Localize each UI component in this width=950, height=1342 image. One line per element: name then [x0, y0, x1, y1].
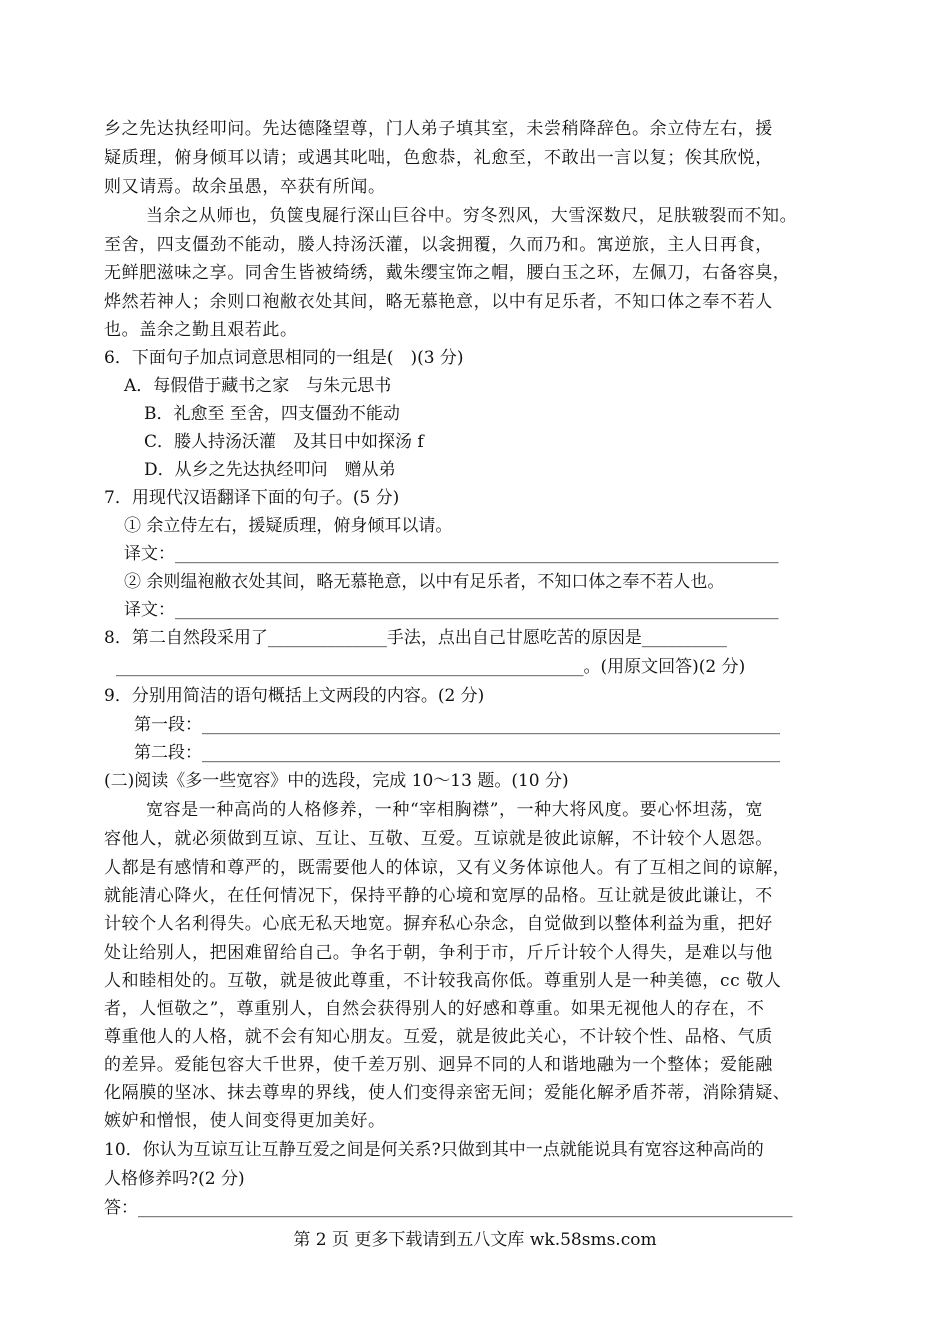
- question-6-option-a: A．每假借于藏书之家 与朱元思书: [124, 376, 392, 396]
- question-8-line-2[interactable]: _______________________________________________________。(用原文回答)(2 分): [116, 657, 746, 677]
- section2-line-5: 计较个人名利得失。心底无私天地宽。摒弃私心杂念，自觉做到以整体利益为重，把好: [104, 914, 773, 934]
- question-9-stem: 9．分别用简洁的语句概括上文两段的内容。(2 分): [104, 686, 485, 706]
- question-10-line-1: 10．你认为互谅互让互静互爱之间是何关系?只做到其中一点就能说具有宽容这种高尚的: [104, 1140, 764, 1160]
- section-2-heading: (二)阅读《多一些宽容》中的选段，完成 10～13 题。(10 分): [104, 771, 569, 791]
- question-7-answer-line-1[interactable]: 译文：_______________________________________________________________________: [124, 544, 779, 564]
- section2-line-1: 宽容是一种高尚的人格修养，一种“宰相胸襟”，一种大将风度。要心怀坦荡，宽: [146, 800, 763, 820]
- passage1-line-7: 烨然若神人；余则口袍敝衣处其间，略无慕艳意，以中有足乐者，不知口体之奉不若人: [104, 292, 773, 312]
- passage1-line-5: 至舍，四支僵劲不能动，媵人持汤沃灌，以衾拥覆，久而乃和。寓逆旅，主人日再食，: [104, 235, 773, 255]
- question-9-paragraph-1-answer[interactable]: 第一段：____________________________________________________________________: [134, 715, 780, 735]
- question-7-answer-line-2[interactable]: 译文：_______________________________________________________________________: [124, 600, 779, 620]
- question-10-answer-line[interactable]: 答：_____________________________________________________________________________: [104, 1198, 793, 1218]
- section2-line-9: 尊重他人的人格，就不会有知心朋友。互爱，就是彼此关心，不计较个性、品格、气质: [104, 1027, 773, 1047]
- passage1-line-2: 疑质理，俯身倾耳以请；或遇其叱咄，色愈恭，礼愈至，不敢出一言以复；俟其欣悦，: [104, 148, 773, 168]
- question-10-line-2: 人格修养吗?(2 分): [104, 1169, 245, 1189]
- question-7-sentence-1: ① 余立侍左右，援疑质理，俯身倾耳以请。: [124, 516, 453, 536]
- passage1-line-1: 乡之先达执经叩问。先达德隆望尊，门人弟子填其室，未尝稍降辞色。余立侍左右，援: [104, 119, 773, 139]
- page-footer: 第 2 页 更多下载请到五八文库 wk.58sms.com: [293, 1230, 657, 1250]
- section2-line-10: 的差异。爱能包容大千世界，使千差万别、迥异不同的人和谐地融为一个整体；爱能融: [104, 1055, 773, 1075]
- section2-line-12: 嫉妒和憎恨，使人间变得更加美好。: [104, 1111, 386, 1131]
- section2-line-3: 人都是有感情和尊严的，既需要他人的体谅，又有义务体谅他人。有了互相之间的谅解，: [104, 858, 791, 878]
- question-6-option-c: C．媵人持汤沃灌 及其日中如探汤 f: [144, 432, 424, 452]
- section2-line-7: 人和睦相处的。互敬，就是彼此尊重，不计较我高你低。尊重别人是一种美德，cc 敬人: [104, 971, 782, 991]
- passage1-line-4: 当余之从师也，负箧曳屣行深山巨谷中。穷冬烈风，大雪深数尺，足肤皲裂而不知。: [146, 206, 798, 226]
- question-6-option-b: B．礼愈至 至舍，四支僵劲不能动: [144, 404, 400, 424]
- section2-line-2: 容他人，就必须做到互谅、互让、互敬、互爱。互谅就是彼此谅解，不计较个人恩怨。: [104, 829, 773, 849]
- question-6-option-d: D．从乡之先达执经叩问 赠从弟: [144, 460, 396, 480]
- question-6-stem: 6．下面句子加点词意思相同的一组是( )(3 分): [104, 348, 464, 368]
- question-7-sentence-2: ② 余则缊袍敝衣处其间，略无慕艳意，以中有足乐者，不知口体之奉不若人也。: [124, 572, 725, 592]
- passage1-line-6: 无鲜肥滋味之享。同舍生皆被绮绣，戴朱缨宝饰之帽，腰白玉之环，左佩刀，右备容臭，: [104, 263, 791, 283]
- question-7-stem: 7．用现代汉语翻译下面的句子。(5 分): [104, 488, 400, 508]
- passage1-line-3: 则又请焉。故余虽愚，卒获有所闻。: [104, 177, 386, 197]
- section2-line-8: 者，人恒敬之”，尊重别人，自然会获得别人的好感和尊重。如果无视他人的存在，不: [104, 999, 765, 1019]
- question-8-line-1[interactable]: 8．第二自然段采用了______________手法，点出自己甘愿吃苦的原因是__________: [104, 628, 727, 648]
- section2-line-11: 化隔膜的坚冰、抹去尊卑的界线，使人们变得亲密无间；爱能化解矛盾芥蒂，消除猜疑、: [104, 1083, 791, 1103]
- section2-line-6: 处让给别人，把困难留给自己。争名于朝，争利于市，斤斤计较个人得失，是难以与他: [104, 943, 773, 963]
- passage1-line-8: 也。盖余之勤且艰若此。: [104, 320, 298, 340]
- question-9-paragraph-2-answer[interactable]: 第二段：____________________________________________________________________: [134, 743, 780, 763]
- section2-line-4: 就能清心降火，在任何情况下，保持平静的心境和宽厚的品格。互让就是彼此谦让，不: [104, 886, 773, 906]
